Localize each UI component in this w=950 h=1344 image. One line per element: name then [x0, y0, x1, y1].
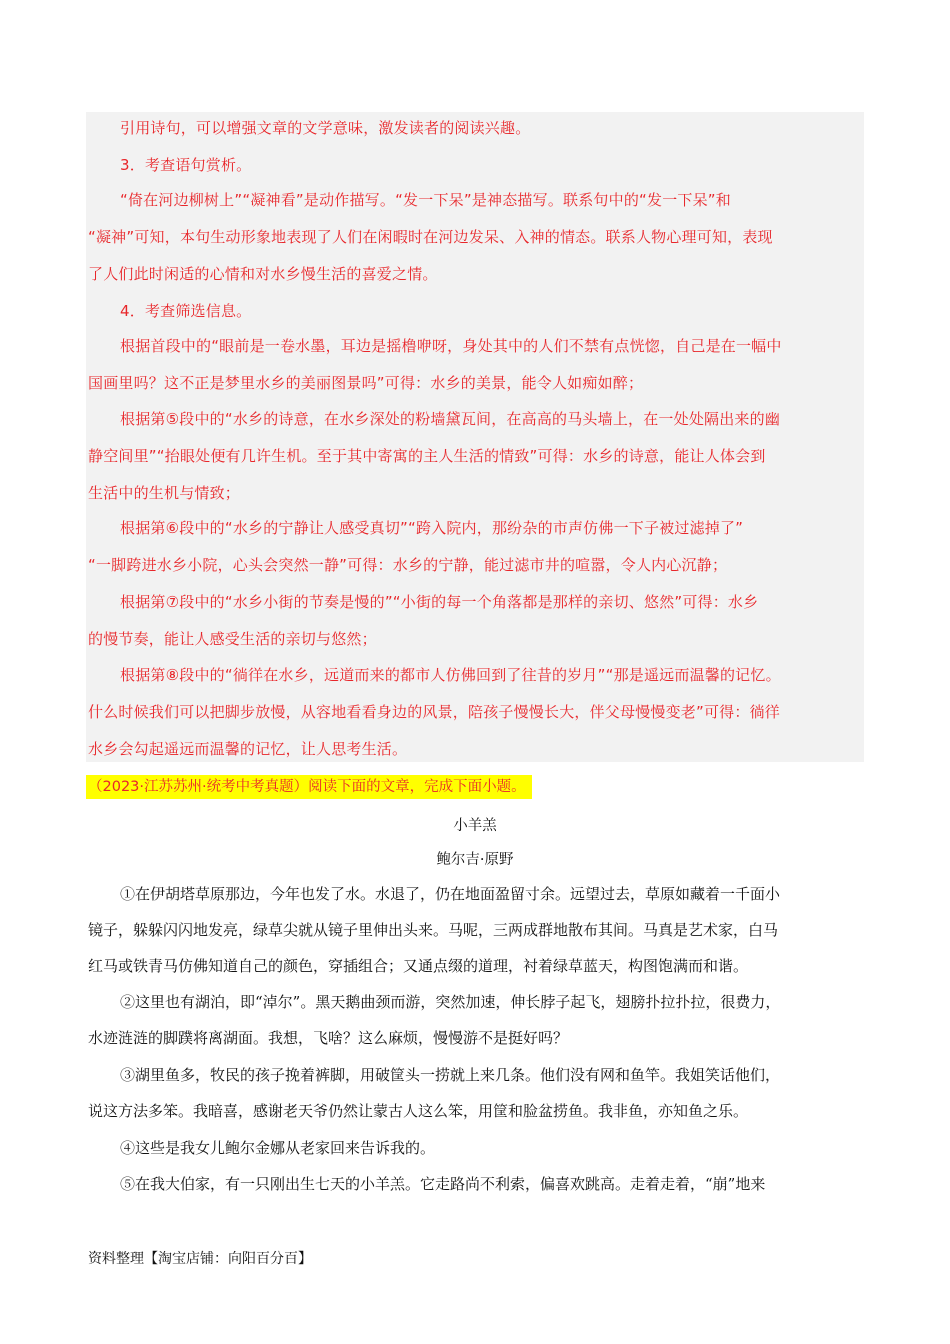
answer-heading-4 — [88, 293, 864, 330]
text-line: 水迹涟涟的脚蹼将离湖面。我想，飞啥？这么麻烦，慢慢游不是挺好吗？ — [88, 1029, 569, 1047]
answer-paragraph — [88, 110, 864, 147]
answer-paragraph — [88, 510, 864, 584]
text-line: ②这里也有湖泊，即“淖尔”。黑天鹅曲颈而游，突然加速，伸长脖子起飞，翅膀扑拉扑拉，很费力， — [120, 993, 781, 1011]
answer-paragraph — [88, 182, 864, 293]
text-line: 镜子，躲躲闪闪地发亮，绿草尖就从镜子里伸出头来。马呢，三两成群地散布其间。马真是艺术家，白马 — [88, 921, 779, 939]
text-line: ④这些是我女儿鲍尔金娜从老家回来告诉我的。 — [120, 1139, 436, 1157]
article-title: 小羊羔 — [453, 818, 497, 834]
article-paragraph-1 — [88, 876, 868, 984]
text-line: 根据第⑦段中的“水乡小街的节奏是慢的”“小街的每一个角落都是那样的亲切、悠然”可得：水乡 — [120, 593, 759, 611]
text-line: 3．考查语句赏析。 — [120, 156, 252, 174]
text-line: 静空间里”“抬眼处便有几许生机。至于其中寄寓的主人生活的情致”可得：水乡的诗意，能让人体会到 — [88, 447, 766, 465]
article-paragraph-3 — [88, 1057, 868, 1129]
article-paragraph-5 — [88, 1166, 868, 1202]
answer-heading-3 — [88, 147, 864, 184]
text-line: 说这方法多笨。我暗喜，感谢老天爷仍然让蒙古人这么笨，用筐和脸盆捞鱼。我非鱼，亦知鱼之乐。 — [88, 1102, 749, 1120]
text-line: 根据第⑧段中的“徜徉在水乡，远道而来的都市人仿佛回到了往昔的岁月”“那是遥远而温馨的记忆。 — [120, 666, 781, 684]
text-line: 的慢节奏，能让人感受生活的亲切与悠然； — [88, 630, 377, 648]
text-line: 国画里吗？这不正是梦里水乡的美丽图景吗”可得：水乡的美景，能令人如痴如醉； — [88, 374, 644, 392]
text-line: 生活中的生机与情致； — [88, 484, 241, 502]
answer-paragraph — [88, 401, 864, 512]
article-author: 鲍尔吉·原野 — [436, 852, 514, 868]
text-line: 了人们此时闲适的心情和对水乡慢生活的喜爱之情。 — [88, 265, 438, 283]
answer-paragraph — [88, 328, 864, 402]
answer-paragraph — [88, 584, 864, 658]
text-line: “倚在河边柳树上”“凝神看”是动作描写。“发一下呆”是神态描写。联系句中的“发一下呆”和 — [120, 191, 731, 209]
text-line: ③湖里鱼多，牧民的孩子挽着裤脚，用破筐头一捞就上来几条。他们没有网和鱼竿。我姐笑话他们， — [120, 1066, 781, 1084]
answer-paragraph — [88, 657, 864, 768]
article-paragraph-4 — [88, 1130, 868, 1166]
page-footer: 资料整理【淘宝店铺：向阳百分百】 — [88, 1251, 312, 1267]
text-line: “凝神”可知，本句生动形象地表现了人们在闲暇时在河边发呆、入神的情态。联系人物心理可知，表现 — [88, 228, 773, 246]
article-paragraph-2 — [88, 984, 868, 1056]
text-line: 根据首段中的“眼前是一卷水墨，耳边是摇橹咿呀，身处其中的人们不禁有点恍惚，自己是在一幅中 — [120, 337, 782, 355]
text-line: 什么时候我们可以把脚步放慢，从容地看看身边的风景，陪孩子慢慢长大，伴父母慢慢变老”可得：徜徉 — [88, 703, 780, 721]
text-line: “一脚跨进水乡小院，心头会突然一静”可得：水乡的宁静，能过滤市井的喧嚣，令人内心沉静； — [88, 556, 728, 574]
text-line: ①在伊胡塔草原那边，今年也发了水。水退了，仍在地面盈留寸余。远望过去，草原如藏着一千面小 — [120, 885, 781, 903]
text-line: 4．考查筛选信息。 — [120, 302, 252, 320]
text-line: 红马或铁青马仿佛知道自己的颜色，穿插组合；又通点缀的道理，衬着绿草蓝天，构图饱满而和谐。 — [88, 957, 749, 975]
question-source-highlight: （2023·江苏苏州·统考中考真题）阅读下面的文章，完成下面小题。 — [86, 775, 532, 799]
text-line: 根据第⑤段中的“水乡的诗意，在水乡深处的粉墙黛瓦间，在高高的马头墙上，在一处处隔出来的幽 — [120, 410, 781, 428]
text-line: ⑤在我大伯家，有一只刚出生七天的小羊羔。它走路尚不利索，偏喜欢跳高。走着走着，“崩”地来 — [120, 1175, 766, 1193]
text-line: 引用诗句，可以增强文章的文学意味，激发读者的阅读兴趣。 — [120, 119, 531, 137]
text-line: 根据第⑥段中的“水乡的宁静让人感受真切”“跨入院内，那纷杂的市声仿佛一下子被过滤掉了” — [120, 519, 744, 537]
text-line: 水乡会勾起遥远而温馨的记忆，让人思考生活。 — [88, 740, 408, 758]
